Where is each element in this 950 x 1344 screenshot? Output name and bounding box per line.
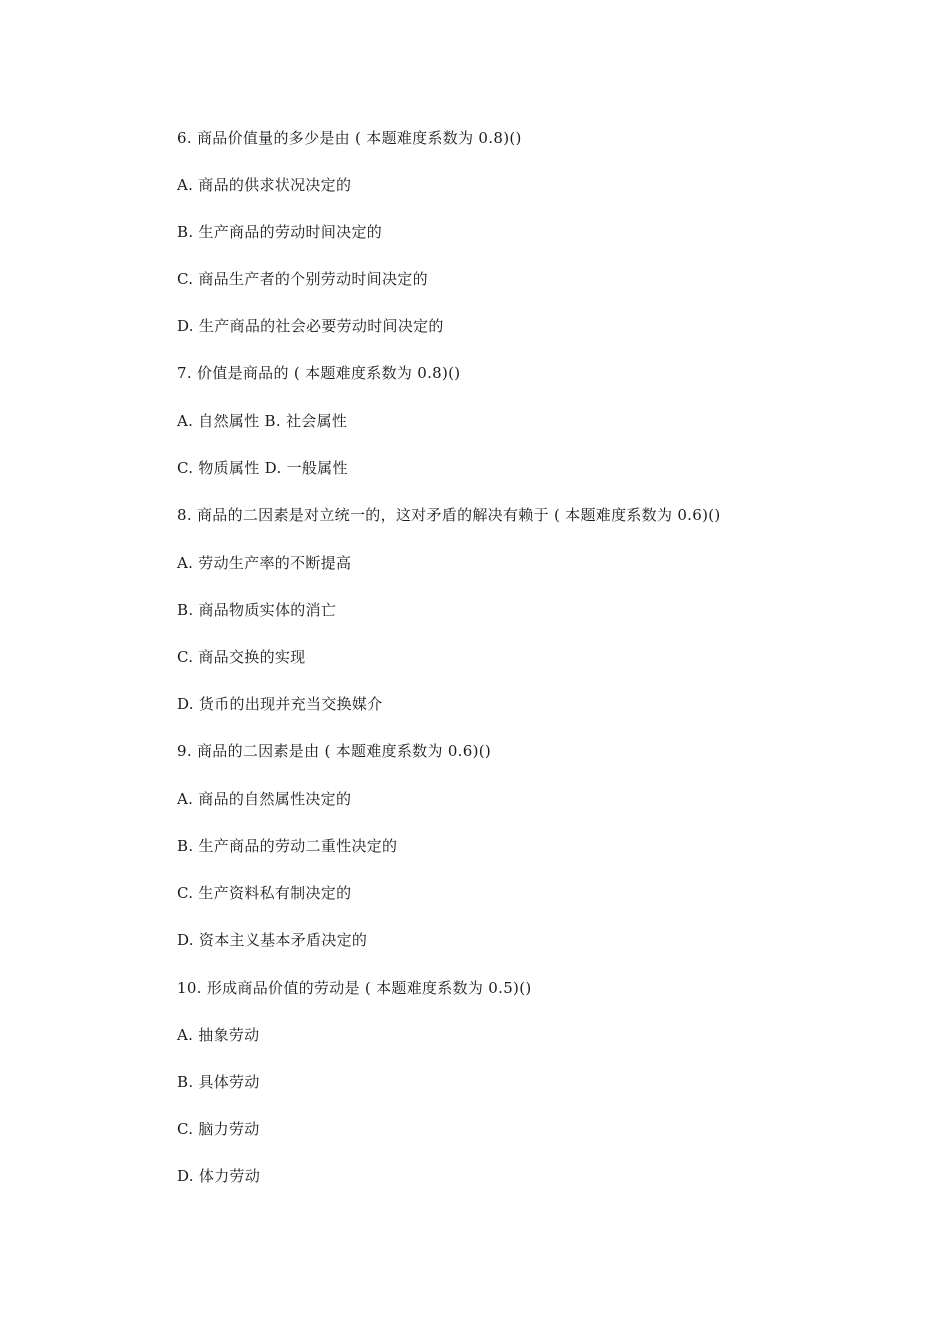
question-8-option-d: D. 货币的出现并充当交换媒介 (177, 695, 383, 713)
question-10-option-d: D. 体力劳动 (177, 1167, 261, 1185)
question-6-option-c: C. 商品生产者的个别劳动时间决定的 (177, 270, 428, 288)
question-6-stem: 6. 商品价值量的多少是由 ( 本题难度系数为 0.8)() (177, 129, 522, 147)
question-6-option-b: B. 生产商品的劳动时间决定的 (177, 223, 383, 241)
question-10-option-a: A. 抽象劳动 (177, 1026, 260, 1044)
question-8-option-b: B. 商品物质实体的消亡 (177, 601, 337, 619)
question-8-option-a: A. 劳动生产率的不断提高 (177, 554, 352, 572)
question-9-option-d: D. 资本主义基本矛盾决定的 (177, 931, 368, 949)
question-8-option-c: C. 商品交换的实现 (177, 648, 306, 666)
question-6-option-a: A. 商品的供求状况决定的 (177, 176, 352, 194)
question-6-option-d: D. 生产商品的社会必要劳动时间决定的 (177, 317, 444, 335)
question-9-stem: 9. 商品的二因素是由 ( 本题难度系数为 0.6)() (177, 742, 492, 760)
question-10-option-b: B. 具体劳动 (177, 1073, 260, 1091)
question-10-stem: 10. 形成商品价值的劳动是 ( 本题难度系数为 0.5)() (177, 979, 532, 997)
question-7-stem: 7. 价值是商品的 ( 本题难度系数为 0.8)() (177, 364, 461, 382)
question-10-option-c: C. 脑力劳动 (177, 1120, 260, 1138)
question-7-option-ab: A. 自然属性 B. 社会属性 (177, 412, 348, 430)
question-9-option-b: B. 生产商品的劳动二重性决定的 (177, 837, 398, 855)
question-9-option-c: C. 生产资料私有制决定的 (177, 884, 352, 902)
question-9-option-a: A. 商品的自然属性决定的 (177, 790, 352, 808)
question-7-option-cd: C. 物质属性 D. 一般属性 (177, 459, 348, 477)
question-8-stem: 8. 商品的二因素是对立统一的，这对矛盾的解决有赖于 ( 本题难度系数为 0.6)() (177, 506, 721, 524)
